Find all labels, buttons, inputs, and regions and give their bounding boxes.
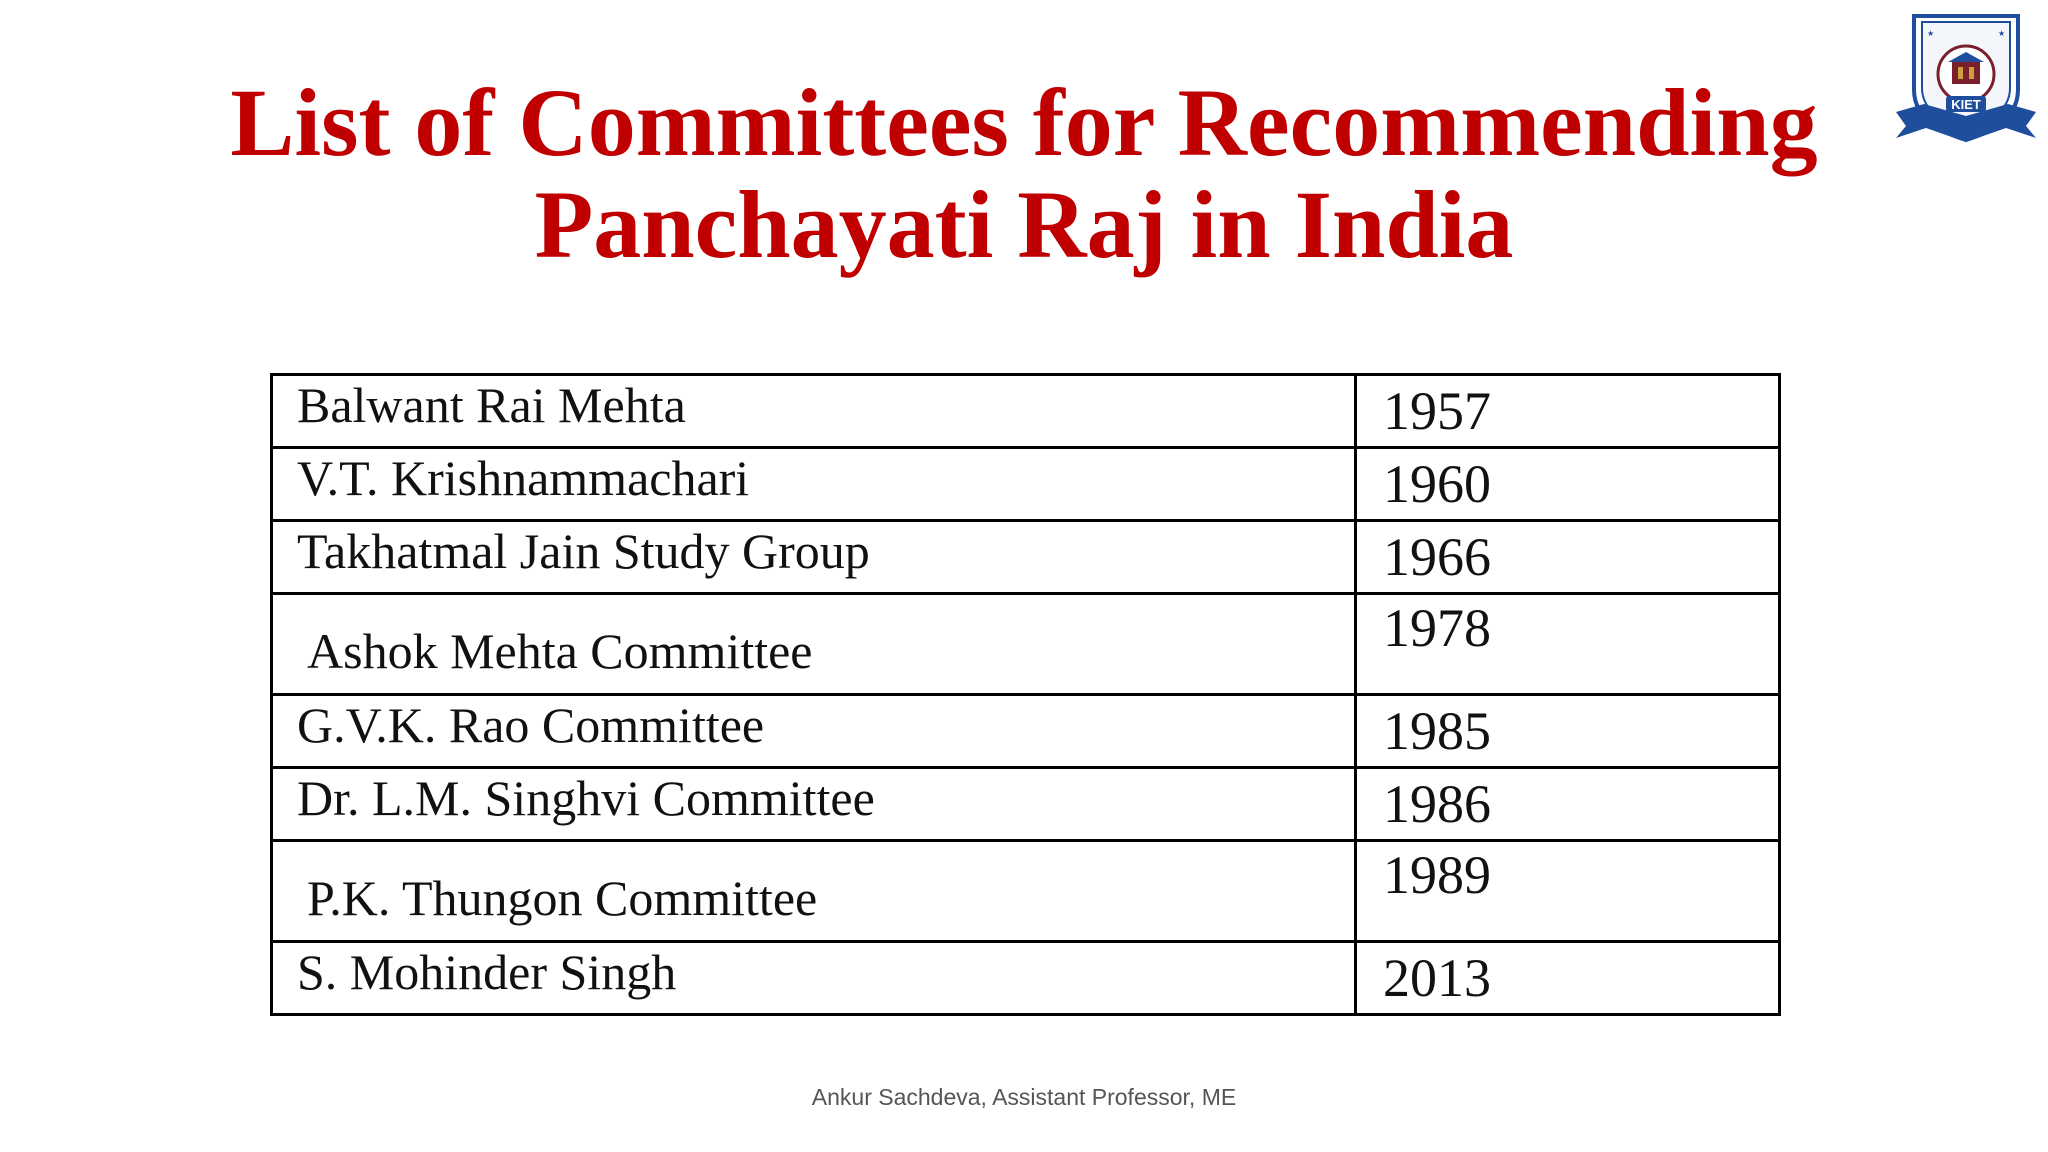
table-row — [272, 768, 1780, 841]
committee-name: Balwant Rai Mehta — [272, 375, 1356, 448]
committee-year: 1966 — [1356, 521, 1780, 594]
kiet-logo-icon — [1894, 12, 2038, 148]
committee-name: P.K. Thungon Committee — [272, 841, 1356, 942]
table-row — [272, 448, 1780, 521]
committee-name: Takhatmal Jain Study Group — [272, 521, 1356, 594]
slide-title-line-2: Panchayati Raj in India — [534, 171, 1514, 278]
committee-year: 1989 — [1356, 841, 1780, 942]
table-row — [272, 841, 1780, 942]
committee-name: G.V.K. Rao Committee — [272, 695, 1356, 768]
committee-year: 1986 — [1356, 768, 1780, 841]
table-row — [272, 942, 1780, 1015]
committees-table — [270, 373, 1781, 1016]
table-row — [272, 375, 1780, 448]
logo-badge-text: KIET — [1951, 97, 1981, 112]
slide-title — [0, 69, 2048, 278]
committee-year: 2013 — [1356, 942, 1780, 1015]
committee-year: 1957 — [1356, 375, 1780, 448]
committee-name: Dr. L.M. Singhvi Committee — [272, 768, 1356, 841]
table-row — [272, 695, 1780, 768]
committee-year: 1985 — [1356, 695, 1780, 768]
svg-text:★: ★ — [1998, 29, 2006, 38]
slide-footer: Ankur Sachdeva, Assistant Professor, ME — [811, 1084, 1237, 1110]
committee-year: 1978 — [1356, 594, 1780, 695]
kiet-logo — [1894, 12, 2038, 148]
committee-name: Ashok Mehta Committee — [272, 594, 1356, 695]
slide-title-line-1: List of Committees for Recommending — [230, 69, 1818, 176]
committee-year: 1960 — [1356, 448, 1780, 521]
committee-name: S. Mohinder Singh — [272, 942, 1356, 1015]
committee-name: V.T. Krishnammachari — [272, 448, 1356, 521]
svg-text:★: ★ — [1927, 29, 1935, 38]
table-row — [272, 594, 1780, 695]
table-row — [272, 521, 1780, 594]
